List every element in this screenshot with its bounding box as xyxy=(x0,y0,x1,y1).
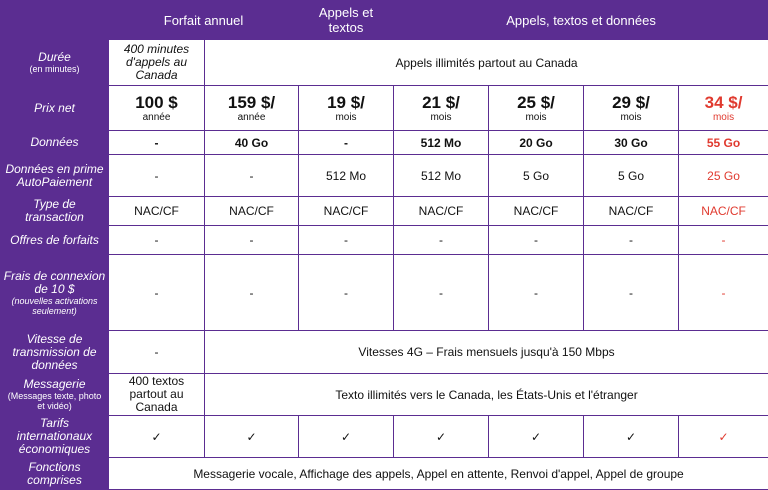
row-features xyxy=(1,458,768,490)
row-duration xyxy=(1,40,768,86)
row-bonus-data xyxy=(1,155,768,197)
header-corner xyxy=(1,1,109,40)
cell-transaction-promo: NAC/CF xyxy=(679,197,768,226)
cell-plan-offers: - xyxy=(489,226,584,255)
check-icon: ✓ xyxy=(109,416,205,458)
cell-price: 159 $/ année xyxy=(205,86,299,131)
cell-price: 25 $/ mois xyxy=(489,86,584,131)
cell-speed-annual: - xyxy=(109,331,205,374)
row-sublabel-connection-fee: (nouvelles activations seulement) xyxy=(3,296,106,316)
cell-transaction: NAC/CF xyxy=(109,197,205,226)
cell-data-promo: 55 Go xyxy=(679,131,768,155)
cell-connection-fee: - xyxy=(489,255,584,331)
cell-connection-fee: - xyxy=(205,255,299,331)
cell-features-span: Messagerie vocale, Affichage des appels, Appel en attente, Renvoi d'appel, Appel de groupe xyxy=(109,458,768,490)
check-icon: ✓ xyxy=(489,416,584,458)
row-data xyxy=(1,131,768,155)
header-row xyxy=(1,1,768,40)
cell-bonus-data: 5 Go xyxy=(489,155,584,197)
cell-price: 29 $/ mois xyxy=(584,86,679,131)
row-international-rates xyxy=(1,416,768,458)
cell-transaction: NAC/CF xyxy=(299,197,394,226)
check-icon: ✓ xyxy=(394,416,489,458)
cell-transaction: NAC/CF xyxy=(205,197,299,226)
cell-transaction: NAC/CF xyxy=(489,197,584,226)
row-sublabel-messaging: (Messages texte, photo et vidéo) xyxy=(3,391,106,411)
cell-data: 30 Go xyxy=(584,131,679,155)
cell-speed-span: Vitesses 4G – Frais mensuels jusqu'à 150 Mbps xyxy=(205,331,768,374)
check-icon: ✓ xyxy=(299,416,394,458)
check-icon: ✓ xyxy=(584,416,679,458)
cell-bonus-data: 5 Go xyxy=(584,155,679,197)
row-label-data: Données xyxy=(1,131,109,155)
row-price xyxy=(1,86,768,131)
cell-connection-fee: - xyxy=(394,255,489,331)
cell-connection-fee: - xyxy=(299,255,394,331)
row-label-features: Fonctions comprises xyxy=(1,458,109,490)
row-speed xyxy=(1,331,768,374)
row-label-speed: Vitesse de transmission de données xyxy=(1,331,109,374)
cell-plan-offers-promo: - xyxy=(679,226,768,255)
row-messaging xyxy=(1,374,768,416)
row-label-international-rates: Tarifs internationaux économiques xyxy=(1,416,109,458)
cell-bonus-data: 512 Mo xyxy=(299,155,394,197)
cell-connection-fee-promo: - xyxy=(679,255,768,331)
cell-data: - xyxy=(109,131,205,155)
cell-duration-annual: 400 minutes d'appels au Canada xyxy=(109,40,205,86)
cell-bonus-data: - xyxy=(205,155,299,197)
cell-price: 21 $/ mois xyxy=(394,86,489,131)
header-calls-texts: Appels et textos xyxy=(299,1,394,40)
cell-data: - xyxy=(299,131,394,155)
cell-plan-offers: - xyxy=(394,226,489,255)
cell-bonus-data: 512 Mo xyxy=(394,155,489,197)
row-label-bonus-data: Données en prime AutoPaiement xyxy=(1,155,109,197)
cell-plan-offers: - xyxy=(299,226,394,255)
cell-data: 512 Mo xyxy=(394,131,489,155)
check-icon: ✓ xyxy=(205,416,299,458)
cell-connection-fee: - xyxy=(584,255,679,331)
header-calls-texts-data: Appels, textos et données xyxy=(394,1,768,40)
header-annual-plan: Forfait annuel xyxy=(109,1,299,40)
cell-plan-offers: - xyxy=(109,226,205,255)
cell-data: 40 Go xyxy=(205,131,299,155)
row-label-connection-fee: Frais de connexion de 10 $ (nouvelles activations seulement) xyxy=(1,255,109,331)
cell-transaction: NAC/CF xyxy=(394,197,489,226)
row-sublabel-duration: (en minutes) xyxy=(3,64,106,74)
row-label-messaging: Messagerie (Messages texte, photo et vidéo) xyxy=(1,374,109,416)
row-label-plan-offers: Offres de forfaits xyxy=(1,226,109,255)
row-label-duration: Durée (en minutes) xyxy=(1,40,109,86)
cell-price-promo: 34 $/ mois xyxy=(679,86,768,131)
cell-data: 20 Go xyxy=(489,131,584,155)
row-label-price: Prix net xyxy=(1,86,109,131)
row-label-transaction: Type de transaction xyxy=(1,197,109,226)
cell-bonus-data: - xyxy=(109,155,205,197)
cell-bonus-data-promo: 25 Go xyxy=(679,155,768,197)
row-connection-fee xyxy=(1,255,768,331)
row-transaction xyxy=(1,197,768,226)
check-icon-promo: ✓ xyxy=(679,416,768,458)
cell-plan-offers: - xyxy=(205,226,299,255)
cell-duration-unlimited: Appels illimités partout au Canada xyxy=(205,40,768,86)
cell-messaging-span: Texto illimités vers le Canada, les États-Unis et l'étranger xyxy=(205,374,768,416)
row-plan-offers xyxy=(1,226,768,255)
cell-transaction: NAC/CF xyxy=(584,197,679,226)
cell-messaging-annual: 400 textos partout au Canada xyxy=(109,374,205,416)
cell-price: 19 $/ mois xyxy=(299,86,394,131)
cell-connection-fee: - xyxy=(109,255,205,331)
cell-price: 100 $ année xyxy=(109,86,205,131)
cell-plan-offers: - xyxy=(584,226,679,255)
